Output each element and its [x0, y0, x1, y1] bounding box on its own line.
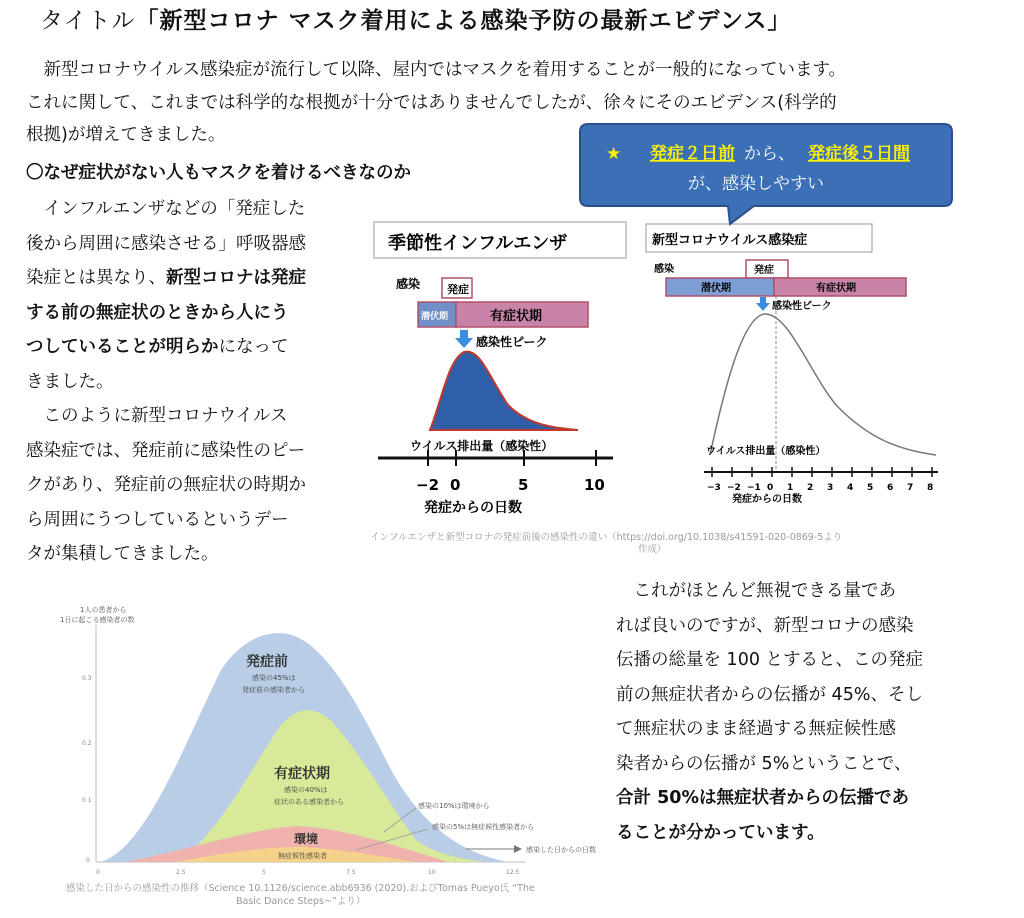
presymptomatic-note: 発症前の感染者から [242, 686, 305, 694]
text-span: 染症とは異なり、 [26, 268, 166, 288]
symptomatic-label: 有症状期 [490, 309, 543, 324]
star-icon: ★ [606, 144, 622, 164]
callout-highlight: 発症後５日間 [808, 144, 910, 164]
tick-label: 5 [867, 483, 874, 493]
x-tick-label: 7.5 [346, 869, 356, 876]
tick-label: 1 [787, 483, 794, 493]
y-axis-label: 1日に起こる感染者の数 [60, 616, 135, 624]
y-tick-label: 0.2 [82, 740, 92, 747]
x-tick-label: 12.5 [506, 869, 520, 876]
intro-line: これに関して、これまでは科学的な根拠が十分ではありませんでしたが、徐々にそのエビデンス(科学的 [26, 92, 837, 113]
text-line: て無症状のまま経過する無症候性感 [616, 719, 896, 739]
environment-note: 感染の10%は環境から [418, 802, 490, 810]
arrow-right-icon [514, 845, 522, 853]
x-tick-label: 2.5 [176, 869, 186, 876]
left-column-text [26, 192, 356, 572]
y-axis-label: 1人の患者から [80, 606, 127, 614]
text-line: タが集積してきました。 [26, 544, 219, 564]
environment-title: 環境 [294, 832, 319, 846]
figure1-caption: インフルエンザと新型コロナの発症前後の感染性の違い（https://doi.org/10.1038/s41591-020-0869-5より [370, 532, 843, 543]
symptomatic-label: 有症状期 [816, 283, 856, 294]
text-span: になって [218, 337, 289, 357]
text-line [26, 261, 356, 296]
title-text: 「新型コロナ マスク着用による感染予防の最新エビデンス」 [135, 8, 792, 34]
tick-label: 8 [927, 483, 934, 493]
x-tick-label: 5 [262, 869, 266, 876]
presymptomatic-note: 感染の45%は [252, 674, 296, 682]
tick-label: 2 [807, 483, 814, 493]
incubation-label: 潜伏期 [701, 283, 731, 294]
y-tick-label: 0 [86, 857, 90, 864]
text-line: クがあり、発症前の無症状の時期か [26, 475, 306, 495]
text-line: 染者からの伝播が 5%ということで、 [616, 753, 912, 774]
x-tick-label: 0 [96, 869, 100, 876]
infection-label: 感染 [396, 277, 421, 291]
asymptomatic-label: 無症候性感染者 [278, 852, 327, 860]
text-line: これがほとんど無視できる量であ [616, 581, 896, 601]
tick-label: −2 [727, 483, 741, 493]
bold-text: 合計 50%は無症状者からの伝播であ [616, 788, 909, 808]
asymptomatic-note: 感染の5%は無症候性感染者から [432, 823, 535, 831]
symptomatic-note: 感染の40%は [284, 786, 328, 794]
text-line: きました。 [26, 371, 114, 392]
symptomatic-title: 有症状期 [274, 766, 330, 782]
text-line: れば良いのですが、新型コロナの感染 [616, 615, 914, 636]
x-axis-label: 発症からの日数 [424, 500, 522, 516]
influenza-title: 季節性インフルエンザ [388, 233, 568, 254]
page-title [40, 2, 791, 35]
bold-text: する前の無症状のときから人にう [26, 302, 289, 323]
x-tick-label: 10 [428, 869, 436, 876]
figure2-caption: Basic Dance Steps~”より） [236, 896, 366, 907]
onset-label: 発症 [754, 265, 774, 276]
figure2-caption: 感染した日からの感染性の推移（Science 10.1126/science.abb6936 (2020).およびTomas Pueyo氏 “The [66, 883, 535, 894]
text-line [26, 330, 356, 365]
text-line: 前の無症状者からの伝播が 45%、そし [616, 684, 923, 705]
peak-label: 感染性ピーク [772, 301, 832, 312]
callout-text: が、感染しやすい [688, 174, 824, 194]
shedding-label: ウイルス排出量（感染性） [410, 439, 554, 453]
infection-label: 感染 [654, 264, 674, 275]
section-heading: 〇なぜ症状がない人もマスクを着けるべきなのか [26, 163, 411, 183]
x-axis-label: 感染した日からの日数 [526, 846, 596, 854]
presymptomatic-title: 発症前 [246, 654, 288, 670]
infectiousness-over-time-figure [56, 600, 601, 910]
x-axis-label: 発症からの日数 [732, 494, 802, 505]
title-prefix: タイトル [40, 8, 136, 34]
tick-label: 0 [767, 483, 774, 493]
tick-label: −2 [416, 476, 440, 494]
tick-label: 5 [518, 476, 529, 494]
text-line: インフルエンザなどの「発症した [26, 199, 306, 219]
text-line: このように新型コロナウイルス [26, 406, 288, 426]
incubation-label: 潜伏期 [421, 312, 449, 322]
tick-label: 4 [847, 483, 854, 493]
peak-label: 感染性ピーク [476, 335, 548, 349]
figure1-caption: 作成） [638, 544, 667, 555]
tick-label: 6 [887, 483, 894, 493]
y-tick-label: 0.3 [82, 675, 92, 682]
y-tick-label: 0.1 [82, 797, 92, 804]
symptomatic-note: 症状のある感染者から [274, 798, 344, 806]
callout-highlight: 発症２日前 [650, 144, 735, 164]
shedding-label: ウイルス排出量（感染性） [706, 446, 826, 457]
text-line: 後から周囲に感染させる」呼吸器感 [26, 233, 306, 254]
bold-text: つしていることが明らか [26, 337, 219, 357]
tick-label: 3 [827, 483, 834, 493]
covid-title: 新型コロナウイルス感染症 [652, 233, 808, 248]
callout-bubble [578, 122, 954, 226]
tick-label: 0 [450, 476, 461, 494]
tick-label: −1 [747, 483, 761, 493]
callout-text: から、 [744, 144, 795, 164]
right-column-text [616, 574, 976, 850]
tick-label: 10 [584, 476, 605, 494]
intro-line: 根拠)が増えてきました。 [26, 125, 226, 145]
infectiousness-comparison-figure [368, 200, 958, 555]
bold-text: ることが分かっています。 [616, 822, 825, 843]
tick-label: −3 [707, 483, 721, 493]
text-line: 感染症では、発症前に感染性のピー [26, 440, 306, 461]
intro-line: 新型コロナウイルス感染症が流行して以降、屋内ではマスクを着用することが一般的になっています。 [26, 60, 847, 80]
tick-label: 7 [907, 483, 914, 493]
onset-label: 発症 [447, 283, 469, 296]
text-line: 伝播の総量を 100 とすると、この発症 [616, 650, 924, 670]
bold-text: 新型コロナは発症 [166, 268, 306, 288]
text-line: ら周囲にうつしているというデー [26, 509, 289, 530]
